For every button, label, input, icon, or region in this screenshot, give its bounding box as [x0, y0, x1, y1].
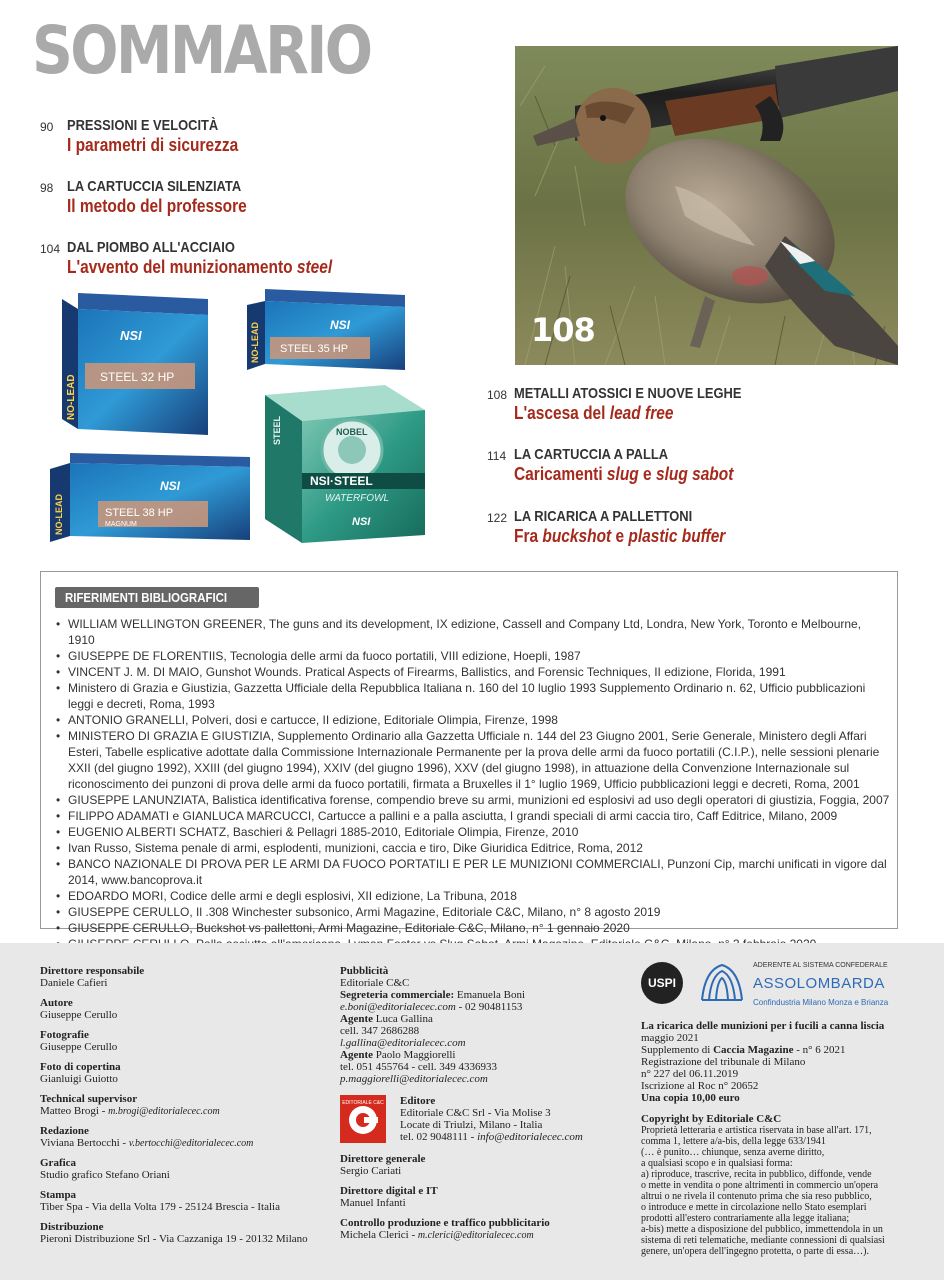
ammo-box-nobel-waterfowl — [265, 385, 425, 543]
toc-page-number: 108 — [487, 388, 508, 402]
svg-text:NSI: NSI — [160, 479, 181, 493]
svg-text:MAGNUM: MAGNUM — [105, 521, 137, 528]
c-logo-icon — [349, 1106, 377, 1134]
toc-entry[interactable] — [487, 508, 760, 547]
list-item: • FILIPPO ADAMATI e GIANLUCA MARCUCCI, Cartucce a pallini e a palla asciutta, I grandi speciali di armi caccia tiro, Caff Editrice, Milano, 2009 — [55, 808, 890, 824]
list-item: • VINCENT J. M. DI MAIO, Gunshot Wounds. Pratical Aspects of Firearms, Ballistics, and Forensic Techniques, II edizione, Florida, 1991 — [55, 664, 890, 680]
list-item: • GIUSEPPE DE FLORENTIIS, Tecnologia delle armi da fuoco portatili, VIII edizione, Hoepli, 1987 — [55, 648, 890, 664]
toc-page-number: 114 — [487, 449, 507, 463]
email-link[interactable]: p.maggiorelli@editorialecec.com — [340, 1073, 488, 1085]
svg-text:STEEL: STEEL — [272, 415, 282, 445]
toc-entry[interactable] — [40, 117, 266, 156]
email-link[interactable]: v.bertocchi@editorialecec.com — [128, 1138, 254, 1149]
svg-text:STEEL 35 HP: STEEL 35 HP — [280, 343, 349, 355]
toc-subtitle: Il metodo del professore — [67, 196, 247, 216]
toc-entry[interactable] — [40, 178, 276, 217]
toc-heading: LA RICARICA A PALLETTONI — [514, 508, 693, 525]
toc-heading: METALLI ATOSSICI E NUOVE LEGHE — [514, 385, 742, 402]
email-link[interactable]: e.boni@editorialecec.com — [340, 1001, 456, 1013]
svg-text:NO-LEAD: NO-LEAD — [54, 494, 64, 535]
list-item: • EDOARDO MORI, Codice delle armi e degli esplosivi, XII edizione, La Tribuna, 2018 — [55, 888, 890, 904]
list-item: • ANTONIO GRANELLI, Polveri, dosi e cartucce, II edizione, Editoriale Olimpia, Firenze, 1998 — [55, 712, 890, 728]
ammo-box-steel-32 — [62, 293, 208, 435]
toc-subtitle: L'avvento del munizionamento steel — [67, 257, 333, 277]
photo-page-number: 108 — [531, 311, 595, 349]
svg-text:NSI: NSI — [330, 318, 351, 332]
list-item: • Ministero di Grazia e Giustizia, Gazzetta Ufficiale della Repubblica Italiana n. 160 del 10 luglio 1993 Supplemento Ordinario n. 62, Ufficio pubblicazioni leggi e decreti, Roma, 1993 — [55, 680, 890, 712]
list-item: • WILLIAM WELLINGTON GREENER, The guns and its development, IX edizione, Cassell and Company Ltd, Londra, New York, Toronto e Melbourne, 1910 — [55, 616, 890, 648]
toc-subtitle: Caricamenti slug e slug sabot — [514, 464, 734, 484]
list-item: • GIUSEPPE LANUNZIATA, Balistica identificativa forense, compendio breve su armi, munizioni ed esplosivi ad uso degli operatori di giustizia, Foggia, 2007 — [55, 792, 890, 808]
toc-entry[interactable] — [487, 385, 778, 424]
toc-heading: DAL PIOMBO ALL'ACCIAIO — [67, 239, 235, 256]
colophon-middle: Pubblicità Editoriale C&C Segreteria commerciale: Emanuela Boni e.boni@editorialecec.com - 02 90481153 Agente Luca Gallina cell. 347 2686288 l.gallina@editorialecec.com Agente Paolo Maggiorelli tel. 051 455764 - cell. 349 4336933 p.maggiorelli@editorialecec.com EDITORIALE C&C Editore Editoriale C&C Srl - Via Molise 3 Locate di Triulzi, Milano - Italia tel. 02 9048111 - info@editorialecec.com Direttore generale Sergio Cariati Direttore digital e IT Manuel Infanti Controllo produzione e traffico pubblicitario Michela Clerici - m.clerici@editorialecec.com — [340, 965, 583, 1241]
svg-text:NSI·STEEL: NSI·STEEL — [310, 474, 373, 488]
ammo-box-steel-35 — [247, 289, 405, 370]
cover-photo-duck — [515, 46, 898, 365]
svg-text:NO-LEAD: NO-LEAD — [66, 374, 77, 420]
svg-text:NSI: NSI — [120, 328, 142, 343]
colophon — [0, 943, 944, 1280]
email-link[interactable]: l.gallina@editorialecec.com — [340, 1037, 466, 1049]
colophon-left: Direttore responsabile Daniele Cafieri Autore Giuseppe Cerullo Fotografie Giuseppe Cerullo Foto di copertina Gianluigi Guiotto Technical supervisor Matteo Brogi - m.brogi@editorialecec.com Redazione Viviana Bertocchi - v.bertocchi@editorialecec.com Grafica Studio grafico Stefano Oriani Stampa Tiber Spa - Via della Volta 179 - 25124 Brescia - Italia Distribuzione Pieroni Distribuzione Srl - Via Cazzaniga 19 - 20132 Milano — [40, 965, 308, 1245]
bibliography-list — [55, 616, 890, 952]
toc-page-number: 98 — [40, 181, 54, 195]
toc-heading: LA CARTUCCIA A PALLA — [514, 446, 669, 463]
assolombarda-emblem-icon — [697, 960, 747, 1006]
bibliography-heading: RIFERIMENTI BIBLIOGRAFICI — [55, 587, 259, 608]
ammunition-boxes-image — [40, 285, 430, 565]
ammo-box-steel-38 — [50, 453, 250, 542]
toc-page-number: 122 — [487, 511, 508, 525]
list-item: • EUGENIO ALBERTI SCHATZ, Baschieri & Pellagri 1885-2010, Editoriale Olimpia, Firenze, 2010 — [55, 824, 890, 840]
svg-text:STEEL 38 HP: STEEL 38 HP — [105, 507, 174, 519]
page-title: SOMMARIO — [32, 12, 371, 89]
toc-subtitle: I parametri di sicurezza — [67, 135, 239, 155]
toc-heading: PRESSIONI E VELOCITÀ — [67, 117, 219, 134]
editoriale-cc-logo — [340, 1095, 386, 1143]
colophon-right: USPI ADERENTE AL SISTEMA CONFEDERALE ASSOLOMBARDA Confindustria Milano Monza e Brianza La ricarica delle munizioni per i fucili a canna liscia maggio 2021 Supplemento di Caccia Magazine - n° 6 2021 Registrazione del tribunale di Milano n° 227 del 06.11.2019 Iscrizione al Roc n° 20652 Una copia 10,00 euro Copyright by Editoriale C&C Proprietà letteraria e artistica riservata in base all'art. 171, comma 1, lettere a/a-bis, della legge 633/1941 (… è punito… chiunque, senza averne diritto, a qualsiasi scopo e in qualsiasi forma: a) riproduce, trascrive, recita in pubblico, diffonde, vende o mette in vendita o pone altrimenti in commercio un'opera altrui o ne rivela il contenuto prima che sia reso pubblico, o introduce e mette in circolazione nello Stato esemplari prodotti all'estero contrariamente alla legge italiana; a-bis) mette a disposizione del pubblico, immettendola in un sistema di reti telematiche, mediante connessioni di qualsiasi genere, un'opera dell'ingegno protetta, o parte di essa…). — [641, 962, 889, 1257]
toc-entry[interactable] — [487, 446, 769, 485]
svg-text:WATERFOWL: WATERFOWL — [325, 493, 390, 504]
toc-subtitle: L'ascesa del lead free — [514, 403, 674, 423]
svg-text:NOBEL: NOBEL — [336, 427, 368, 437]
logo-text: EDITORIALE C&C — [342, 1100, 384, 1106]
svg-text:NSI: NSI — [352, 516, 371, 528]
svg-text:STEEL 32 HP: STEEL 32 HP — [100, 370, 175, 384]
email-link[interactable]: m.clerici@editorialecec.com — [417, 1230, 534, 1241]
bibliography-box — [40, 571, 898, 935]
list-item: • GIUSEPPE CERULLO, Il .308 Winchester subsonico, Armi Magazine, Editoriale C&C, Milano, n° 8 agosto 2019 — [55, 904, 890, 920]
toc-subtitle: Fra buckshot e plastic buffer — [514, 526, 726, 546]
ammo-boxes-illustration — [40, 285, 430, 565]
list-item: • GIUSEPPE CERULLO, Buckshot vs pallettoni, Armi Magazine, Editoriale C&C, Milano, n° 1 gennaio 2020 — [55, 920, 890, 936]
list-item: • BANCO NAZIONALE DI PROVA PER LE ARMI DA FUOCO PORTATILI E PER LE MUNIZIONI COMMERCIALI, Punzoni Cip, marchi unificati in vigore dal 2014, www.bancoprova.it — [55, 856, 890, 888]
toc-page-number: 104 — [40, 242, 61, 256]
uspi-logo: USPI — [641, 962, 683, 1004]
list-item: • MINISTERO DI GRAZIA E GIUSTIZIA, Supplemento Ordinario alla Gazzetta Ufficiale n. 144 del 23 Giugno 2001, Serie Generale, Ministero degli Affari Esteri, Tabelle esplicative adottate dalla Commissione Internazionale Permanente per la prova delle armi da fuoco portatili (C.I.P.), nelle sessioni plenarie XXII (del giugno 1992), XXIII (del giugno 1994), XXIV (del giugno 1996), XXV (del giugno 1998), in attuazione della Convenzione Internazionale sul riconoscimento dei punzoni di prova delle armi da fuoco portatili, firmata a Bruxelles il 1° luglio 1969, Ufficio pubblicazioni leggi e decreti, Roma, 2001 — [55, 728, 890, 792]
list-item: • Ivan Russo, Sistema penale di armi, esplodenti, munizioni, caccia e tiro, Dike Giuridica Editrice, Roma, 2012 — [55, 840, 890, 856]
email-link[interactable]: m.brogi@editorialecec.com — [108, 1106, 220, 1117]
toc-page-number: 90 — [40, 120, 54, 134]
email-link[interactable]: info@editorialecec.com — [477, 1131, 583, 1143]
toc-entry[interactable] — [40, 239, 375, 278]
svg-text:NO-LEAD: NO-LEAD — [250, 322, 260, 363]
toc-heading: LA CARTUCCIA SILENZIATA — [67, 178, 242, 195]
